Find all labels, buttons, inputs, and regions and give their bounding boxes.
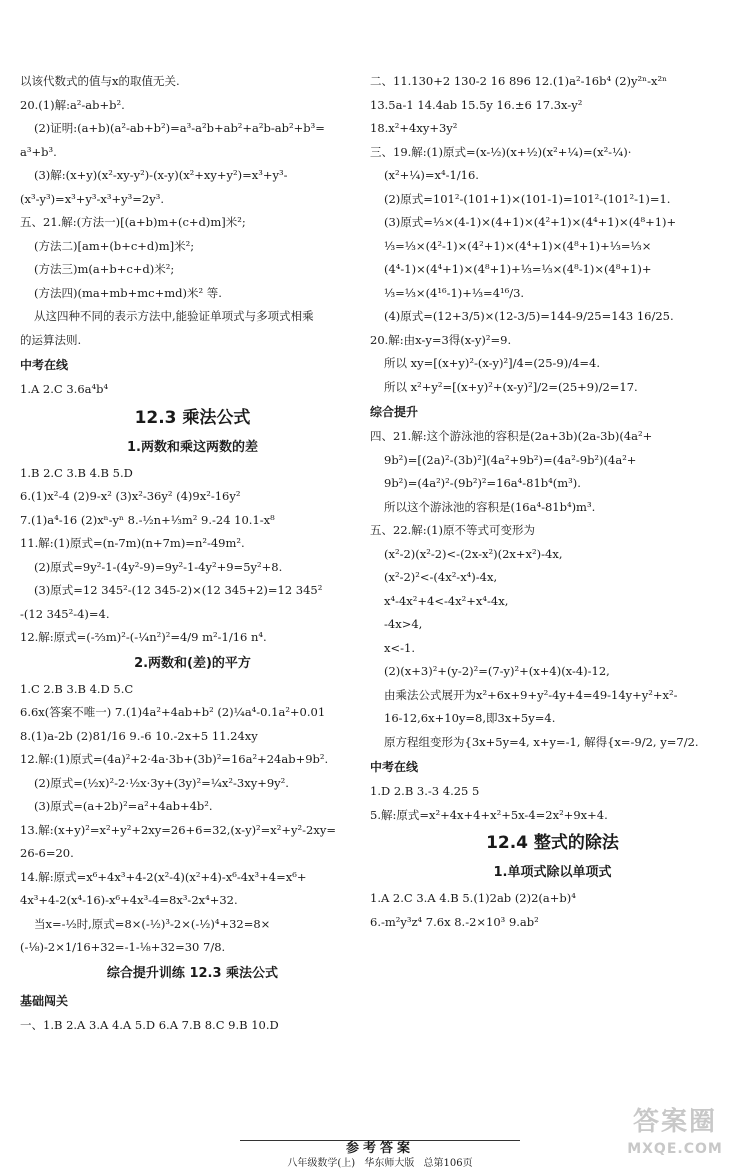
left-column bbox=[20, 70, 365, 1037]
subsection-title: 综合提升训练 12.3 乘法公式 bbox=[106, 965, 279, 981]
answer-line: 6.6x(答案不唯一) 7.(1)4a²+4ab+b² (2)¼a⁴-0.1a²+0.01 bbox=[20, 705, 326, 719]
answer-line: 1.D 2.B 3.-3 4.25 5 bbox=[370, 784, 480, 798]
answer-line: 五、21.解:(方法一)[(a+b)m+(c+d)m]米²; bbox=[20, 215, 246, 229]
answer-line: ⅓=⅓×(4²-1)×(4²+1)×(4⁴+1)×(4⁸+1)+⅓=⅓× bbox=[384, 238, 652, 253]
answer-line: 1.A 2.C 3.6a⁴b⁴ bbox=[20, 382, 109, 396]
answer-line: (3)原式=⅓×(4-1)×(4+1)×(4²+1)×(4⁴+1)×(4⁸+1)+ bbox=[384, 215, 677, 229]
answer-line: (3)原式=12 345²-(12 345-2)×(12 345+2)=12 345² bbox=[34, 583, 323, 597]
answer-line: x⁴-4x²+4<-4x²+x⁴-4x, bbox=[384, 593, 509, 608]
answer-line: 11.解:(1)原式=(n-7m)(n+7m)=n²-49m². bbox=[20, 536, 245, 550]
answer-line: 二、11.130+2 130-2 16 896 12.(1)a²-16b⁴ (2)y²ⁿ-x²ⁿ bbox=[370, 74, 668, 88]
answer-line: 8.(1)a-2b (2)81/16 9.-6 10.-2x+5 11.24xy bbox=[20, 728, 258, 743]
answer-line: -(12 345²-4)=4. bbox=[20, 606, 110, 621]
answer-line: 16-12,6x+10y=8,即3x+5y=4. bbox=[384, 711, 556, 725]
answer-line: 四、21.解:这个游泳池的容积是(2a+3b)(2a-3b)(4a²+ bbox=[370, 429, 653, 443]
section-title: 12.4 整式的除法 bbox=[486, 833, 619, 853]
answer-line: (x²-2)²<-(4x²-x⁴)-4x, bbox=[384, 570, 498, 584]
page-footer bbox=[240, 1140, 520, 1171]
subsection-title: 1.单项式除以单项式 bbox=[493, 865, 612, 880]
answer-line: 原方程组变形为{3x+5y=4, x+y=-1, 解得{x=-9/2, y=7/2. bbox=[384, 734, 699, 749]
answer-line: (2)原式=9y²-1-(4y²-9)=9y²-1-4y²+9=5y²+8. bbox=[34, 559, 283, 574]
answer-line: (4⁴-1)×(4⁴+1)×(4⁸+1)+⅓=⅓×(4⁸-1)×(4⁸+1)+ bbox=[384, 262, 652, 276]
answer-line: 5.解:原式=x²+4x+4+x²+5x-4=2x²+9x+4. bbox=[370, 807, 608, 822]
answer-line: 20.(1)解:a²-ab+b². bbox=[20, 97, 125, 112]
answer-line: 9b²)=[(2a)²-(3b)²](4a²+9b²)=(4a²-9b²)(4a²+ bbox=[384, 452, 637, 467]
answer-line: 7.(1)a⁴-16 (2)xⁿ-yⁿ 8.-½n+⅓m² 9.-24 10.1-x⁸ bbox=[20, 512, 275, 527]
subsection-title: 1.两数和乘这两数的差 bbox=[127, 439, 258, 455]
answer-line: 13.解:(x+y)²=x²+y²+2xy=26+6=32,(x-y)²=x²+y²-2xy= bbox=[20, 822, 336, 837]
answer-line: (2)(x+3)²+(y-2)²=(7-y)²+(x+4)(x-4)-12, bbox=[384, 664, 610, 678]
answer-line: 9b²)=(4a²)²-(9b²)²=16a⁴-81b⁴(m³). bbox=[384, 476, 581, 490]
answer-line: 以该代数式的值与x的取值无关. bbox=[20, 74, 180, 88]
answer-line: 1.A 2.C 3.A 4.B 5.(1)2ab (2)2(a+b)⁴ bbox=[370, 891, 576, 905]
answer-line: 6.(1)x²-4 (2)9-x² (3)x²-36y² (4)9x²-16y² bbox=[20, 489, 241, 503]
answer-line: (方法四)(ma+mb+mc+md)米² 等. bbox=[34, 285, 222, 300]
answer-line: (-⅛)-2×1/16+32=-1-⅛+32=30 7/8. bbox=[20, 940, 226, 954]
answer-line: (2)原式=101²-(101+1)×(101-1)=101²-(101²-1)=1. bbox=[384, 191, 671, 206]
answer-line: (4)原式=(12+3/5)×(12-3/5)=144-9/25=143 16/25. bbox=[384, 309, 674, 323]
answer-line: (x²-2)(x²-2)<-(2x-x²)(2x+x²)-4x, bbox=[384, 546, 563, 561]
footer-book-info: 八年级数学(上) 华东师大版 总第106页 bbox=[287, 1158, 473, 1169]
answer-line: 1.C 2.B 3.B 4.D 5.C bbox=[20, 681, 134, 696]
block-label: 综合提升 bbox=[370, 405, 419, 419]
answer-line: 五、22.解:(1)原不等式可变形为 bbox=[370, 523, 535, 537]
right-column bbox=[370, 70, 735, 934]
watermark-logo-text: 答案圈 bbox=[632, 1107, 717, 1137]
answer-line: (2)证明:(a+b)(a²-ab+b²)=a³-a²b+ab²+a²b-ab²+b³= bbox=[34, 121, 325, 135]
answer-line: 6.-m²y³z⁴ 7.6x 8.-2×10³ 9.ab² bbox=[370, 914, 539, 929]
answer-line: a³+b³. bbox=[20, 144, 57, 159]
subsection-title: 2.两数和(差)的平方 bbox=[134, 655, 251, 671]
answer-line: ⅓=⅓×(4¹⁶-1)+⅓=4¹⁶/3. bbox=[384, 285, 525, 300]
answer-line: 26-6=20. bbox=[20, 846, 74, 860]
answer-line: (x³-y³)=x³+y³-x³+y³=2y³. bbox=[20, 191, 164, 206]
answer-line: x<-1. bbox=[384, 640, 415, 655]
answer-line: 13.5a-1 14.4ab 15.5y 16.±6 17.3x-y² bbox=[370, 97, 583, 112]
answer-line: (2)原式=(½x)²-2·½x·3y+(3y)²=¼x²-3xy+9y². bbox=[34, 775, 289, 790]
answer-line: 12.解:原式=(-⅔m)²-(-¼n²)²=4/9 m²-1/16 n⁴. bbox=[20, 630, 267, 644]
answer-line: 三、19.解:(1)原式=(x-½)(x+½)(x²+¼)=(x²-¼)· bbox=[370, 144, 632, 159]
answer-line: 由乘法公式展开为x²+6x+9+y²-4y+4=49-14y+y²+x²- bbox=[384, 687, 678, 702]
footer-title: 参考答案 bbox=[345, 1141, 414, 1156]
answer-line: (x²+¼)=x⁴-1/16. bbox=[384, 168, 479, 182]
answer-line: 一、1.B 2.A 3.A 4.A 5.D 6.A 7.B 8.C 9.B 10.D bbox=[20, 1017, 279, 1032]
answer-line: 所以 x²+y²=[(x+y)²+(x-y)²]/2=(25+9)/2=17. bbox=[384, 379, 638, 394]
answer-line: 18.x²+4xy+3y² bbox=[370, 121, 458, 135]
site-watermark bbox=[610, 1105, 740, 1167]
answer-line: (方法三)m(a+b+c+d)米²; bbox=[34, 262, 175, 276]
answer-line: -4x>4, bbox=[384, 617, 423, 631]
answer-line: 20.解:由x-y=3得(x-y)²=9. bbox=[370, 332, 512, 347]
watermark-domain: MXQE.COM bbox=[627, 1141, 723, 1157]
section-title: 12.3 乘法公式 bbox=[134, 407, 251, 428]
answer-line: 14.解:原式=x⁶+4x³+4-2(x²-4)(x²+4)-x⁶-4x³+4=x⁶+ bbox=[20, 869, 307, 884]
answer-line: 所以这个游泳池的容积是(16a⁴-81b⁴)m³. bbox=[384, 499, 596, 514]
answer-line: 的运算法则. bbox=[20, 332, 82, 347]
block-label: 中考在线 bbox=[370, 760, 419, 774]
answer-line: 1.B 2.C 3.B 4.B 5.D bbox=[20, 465, 133, 480]
answer-line: 当x=-½时,原式=8×(-½)³-2×(-½)⁴+32=8× bbox=[34, 916, 271, 931]
answer-line: (3)解:(x+y)(x²-xy-y²)-(x-y)(x²+xy+y²)=x³+y³- bbox=[34, 168, 288, 182]
block-label: 中考在线 bbox=[20, 358, 69, 372]
answer-line: 从这四种不同的表示方法中,能验证单项式与多项式相乘 bbox=[34, 309, 314, 323]
answer-line: 所以 xy=[(x+y)²-(x-y)²]/4=(25-9)/4=4. bbox=[384, 356, 601, 370]
answer-line: (方法二)[am+(b+c+d)m]米²; bbox=[34, 238, 195, 253]
answer-line: (3)原式=(a+2b)²=a²+4ab+4b². bbox=[34, 799, 213, 813]
block-label: 基础闯关 bbox=[20, 993, 69, 1008]
answer-line: 12.解:(1)原式=(4a)²+2·4a·3b+(3b)²=16a²+24ab+9b². bbox=[20, 752, 329, 766]
answer-line: 4x³+4-2(x⁴-16)-x⁶+4x³-4=8x³-2x⁴+32. bbox=[20, 893, 238, 907]
